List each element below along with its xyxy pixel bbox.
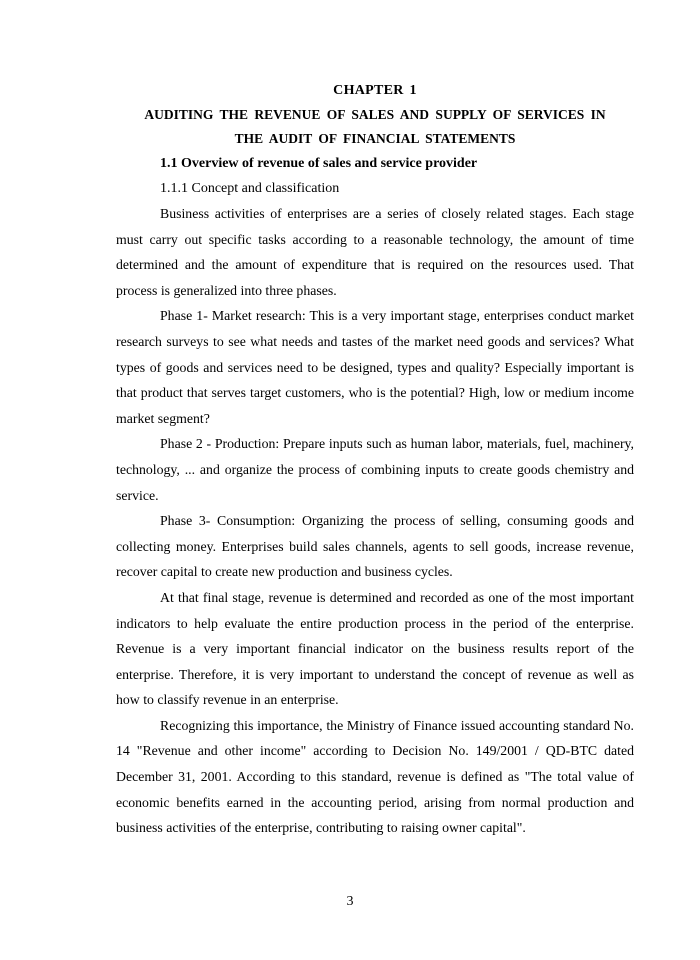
chapter-title-line-2: THE AUDIT OF FINANCIAL STATEMENTS xyxy=(234,131,516,146)
chapter-heading: CHAPTER 1 xyxy=(333,83,417,98)
paragraph-final-stage: At that final stage, revenue is determined and recorded as one of the most important indicators to help evaluate the entire production process in the period of the enterprise. Revenue is a very important financial indicator on the business results report of the enterprise. Therefore, it is very important to understand the concept of revenue as well as how to classify revenue in an enterprise. xyxy=(116,589,634,708)
paragraph-business-activities: Business activities of enterprises are a series of closely related stages. Each stage must carry out specific tasks according to a reasonable technology, the amount of time determined and the amount of expenditure that is required on the resources used. That process is generalized into three phases. xyxy=(116,206,634,298)
paragraph-phase-2: Phase 2 - Production: Prepare inputs such as human labor, materials, fuel, machinery, technology, ... and organize the process of combining inputs to create goods chemistry and service. xyxy=(116,436,634,503)
page-content xyxy=(116,79,634,841)
section-heading-1-1-1: 1.1.1 Concept and classification xyxy=(160,181,340,196)
page-number: 3 xyxy=(346,894,354,909)
paragraph-phase-1: Phase 1- Market research: This is a very important stage, enterprises conduct market research surveys to see what needs and tastes of the market need goods and services? What types of goods and services need to be designed, types and quality? Especially important is that product that serves target customers, who is the potential? High, low or medium income market segment? xyxy=(116,308,634,426)
paragraph-ministry-standard: Recognizing this importance, the Ministry of Finance issued accounting standard No. 14 "Revenue and other income" according to Decision No. 149/2001 / QD-BTC dated December 31, 2001. According to this standard, revenue is defined as "The total value of economic benefits earned in the accounting period, arising from normal production and business activities of the enterprise, contributing to raising owner capital". xyxy=(116,717,634,836)
section-heading-1-1: 1.1 Overview of revenue of sales and service provider xyxy=(160,156,478,171)
chapter-title-line-1: AUDITING THE REVENUE OF SALES AND SUPPLY OF SERVICES IN xyxy=(144,107,606,122)
paragraph-phase-3: Phase 3- Consumption: Organizing the process of selling, consuming goods and collecting money. Enterprises build sales channels, agents to sell goods, increase revenue, recover capital to create new production and business cycles. xyxy=(116,513,634,580)
